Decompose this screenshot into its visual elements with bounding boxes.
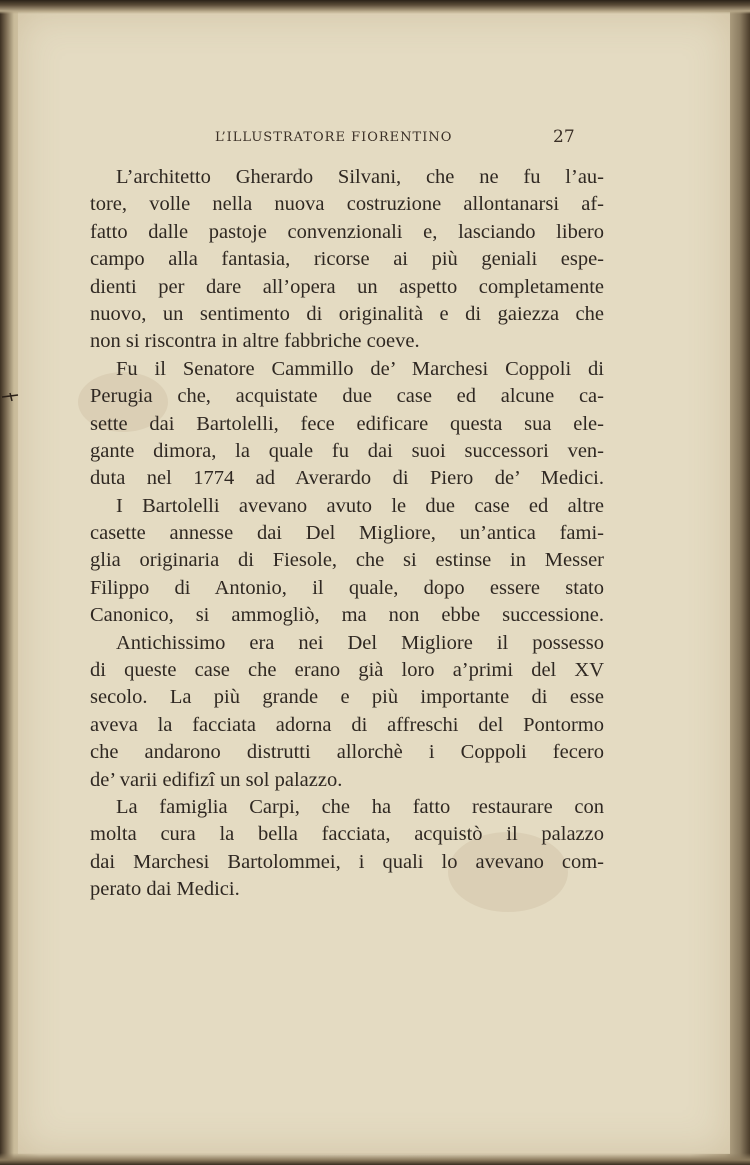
text-line: secolo. La più grande e più importante di esse (90, 686, 604, 709)
text-line: nuovo, un sentimento di originalità e di gaiezza che (90, 302, 604, 325)
running-header (18, 127, 618, 152)
text-line: Perugia che, acquistate due case ed alcune ca- (90, 385, 604, 408)
text-line: sette dai Bartolelli, fece edificare questa sua ele- (90, 412, 604, 435)
paragraph-4 (90, 630, 604, 794)
paragraph-5 (90, 794, 604, 904)
paper-page (18, 12, 730, 1154)
paragraph-3 (90, 493, 604, 630)
text-line: fatto dalle pastoje convenzionali e, lasciando libero (90, 220, 604, 243)
text-line: campo alla fantasia, ricorse ai più geniali espe- (90, 248, 604, 271)
text-line: dienti per dare all’opera un aspetto completamente (90, 275, 604, 298)
body-text (90, 164, 604, 904)
text-line: glia originaria di Fiesole, che si estinse in Messer (90, 549, 604, 572)
text-line: Canonico, si ammogliò, ma non ebbe successione. (90, 604, 604, 627)
text-line: non si riscontra in altre fabbriche coeve. (90, 330, 420, 353)
text-line: che andarono distrutti allorchè i Coppoli fecero (90, 741, 604, 764)
text-line: duta nel 1774 ad Averardo di Piero de’ Medici. (90, 467, 604, 490)
paragraph-1 (90, 164, 604, 356)
bottom-page-edge (0, 1153, 750, 1165)
text-line: molta cura la bella facciata, acquistò il palazzo (90, 823, 604, 846)
text-line: La famiglia Carpi, che ha fatto restaurare con (116, 795, 604, 818)
page-number: 27 (553, 127, 575, 147)
text-line: di queste case che erano già loro a’primi del XV (90, 659, 604, 682)
text-line: aveva la facciata adorna di affreschi del Pontormo (90, 713, 604, 736)
text-line: gante dimora, la quale fu dai suoi successori ven- (90, 439, 604, 462)
text-line: de’ varii edifizî un sol palazzo. (90, 768, 343, 791)
top-page-edge (0, 0, 750, 14)
text-line: Fu il Senatore Cammillo de’ Marchesi Coppoli di (116, 357, 604, 380)
binding-thread-mark (0, 390, 22, 404)
text-line: casette annesse dai Del Migliore, un’antica fami- (90, 522, 604, 545)
text-line: Filippo di Antonio, il quale, dopo essere stato (90, 576, 604, 599)
paragraph-2 (90, 356, 604, 493)
text-line: dai Marchesi Bartolommei, i quali lo avevano com- (90, 850, 604, 873)
text-line: perato dai Medici. (90, 878, 240, 901)
text-line: Antichissimo era nei Del Migliore il possesso (116, 631, 604, 654)
text-line: tore, volle nella nuova costruzione allontanarsi af- (90, 193, 604, 216)
text-line: L’architetto Gherardo Silvani, che ne fu l’au- (116, 166, 604, 188)
running-title: L’ILLUSTRATORE FIORENTINO (215, 130, 453, 145)
text-line: I Bartolelli avevano avuto le due case ed altre (116, 494, 604, 517)
